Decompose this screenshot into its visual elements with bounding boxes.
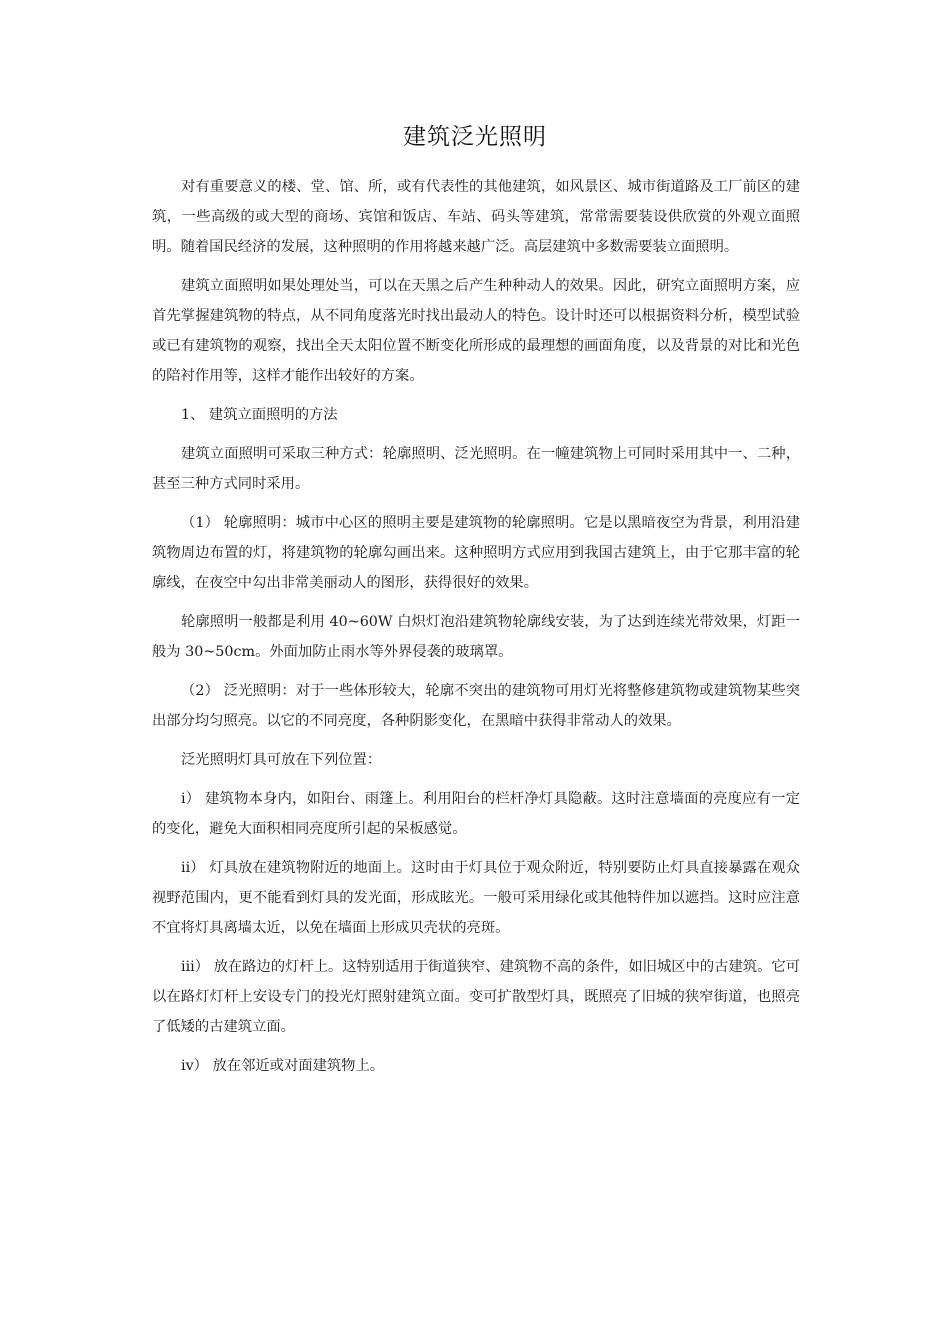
document-body — [152, 172, 800, 1090]
list-item-position-1: i） 建筑物本身内，如阳台、雨篷上。利用阳台的栏杆净灯具隐蔽。这时注意墙面的亮度应有一定的变化，避免大面积相同亮度所引起的呆板感觉。 — [152, 791, 800, 837]
paragraph-three-methods: 建筑立面照明可采取三种方式：轮廓照明、泛光照明。在一幢建筑物上可同时采用其中一、二种，甚至三种方式同时采用。 — [152, 446, 800, 492]
paragraph-outline-specs: 轮廓照明一般都是利用 40~60W 白炽灯泡沿建筑物轮廓线安装，为了达到连续光带效果，灯距一般为 30~50cm。外面加防止雨水等外界侵袭的玻璃罩。 — [152, 614, 800, 660]
document-title: 建筑泛光照明 — [403, 124, 547, 150]
paragraph-fixture-positions: 泛光照明灯具可放在下列位置： — [181, 752, 382, 768]
list-item-position-2: ii） 灯具放在建筑物附近的地面上。这时由于灯具位于观众附近，特别要防止灯具直接暴露在观众视野范围内，更不能看到灯具的发光面，形成眩光。一般可采用绿化或其他特件加以遮挡。这时应注意不宜将灯具离墙太近，以免在墙面上形成贝壳状的亮斑。 — [152, 860, 800, 936]
list-item-position-4: iv） 放在邻近或对面建筑物上。 — [181, 1058, 385, 1074]
list-item-position-3: iii） 放在路边的灯杆上。这特别适用于街道狭窄、建筑物不高的条件，如旧城区中的古建筑。它可以在路灯灯杆上安设专门的投光灯照射建筑立面。变可扩散型灯具，既照亮了旧城的狭窄街道，也照亮了低矮的古建筑立面。 — [152, 959, 800, 1035]
paragraph-floodlighting: （2） 泛光照明：对于一些体形较大，轮廓不突出的建筑物可用灯光将整修建筑物或建筑物某些突出部分均匀照亮。以它的不同亮度，各种阴影变化，在黑暗中获得非常动人的效果。 — [152, 683, 800, 729]
section-heading-methods: 1、 建筑立面照明的方法 — [181, 407, 338, 423]
paragraph-outline-lighting: （1） 轮廓照明：城市中心区的照明主要是建筑物的轮廓照明。它是以黑暗夜空为背景，利用沿建筑物周边布置的灯，将建筑物的轮廓勾画出来。这种照明方式应用到我国古建筑上，由于它那丰富的轮廓线，在夜空中勾出非常美丽动人的图形，获得很好的效果。 — [152, 515, 800, 591]
paragraph-facade-design: 建筑立面照明如果处理处当，可以在天黑之后产生种种动人的效果。因此，研究立面照明方案，应首先掌握建筑物的特点，从不同角度落光时找出最动人的特色。设计时还可以根据资料分析，模型试验或已有建筑物的观察，找出全天太阳位置不断变化所形成的最理想的画面角度，以及背景的对比和光色的陪衬作用等，这样才能作出较好的方案。 — [152, 278, 800, 384]
paragraph-intro: 对有重要意义的楼、堂、馆、所，或有代表性的其他建筑，如风景区、城市街道路及工厂前区的建筑，一些高级的或大型的商场、宾馆和饭店、车站、码头等建筑，常常需要装设供欣赏的外观立面照明。随着国民经济的发展，这种照明的作用将越来越广泛。高层建筑中多数需要装立面照明。 — [152, 179, 800, 255]
